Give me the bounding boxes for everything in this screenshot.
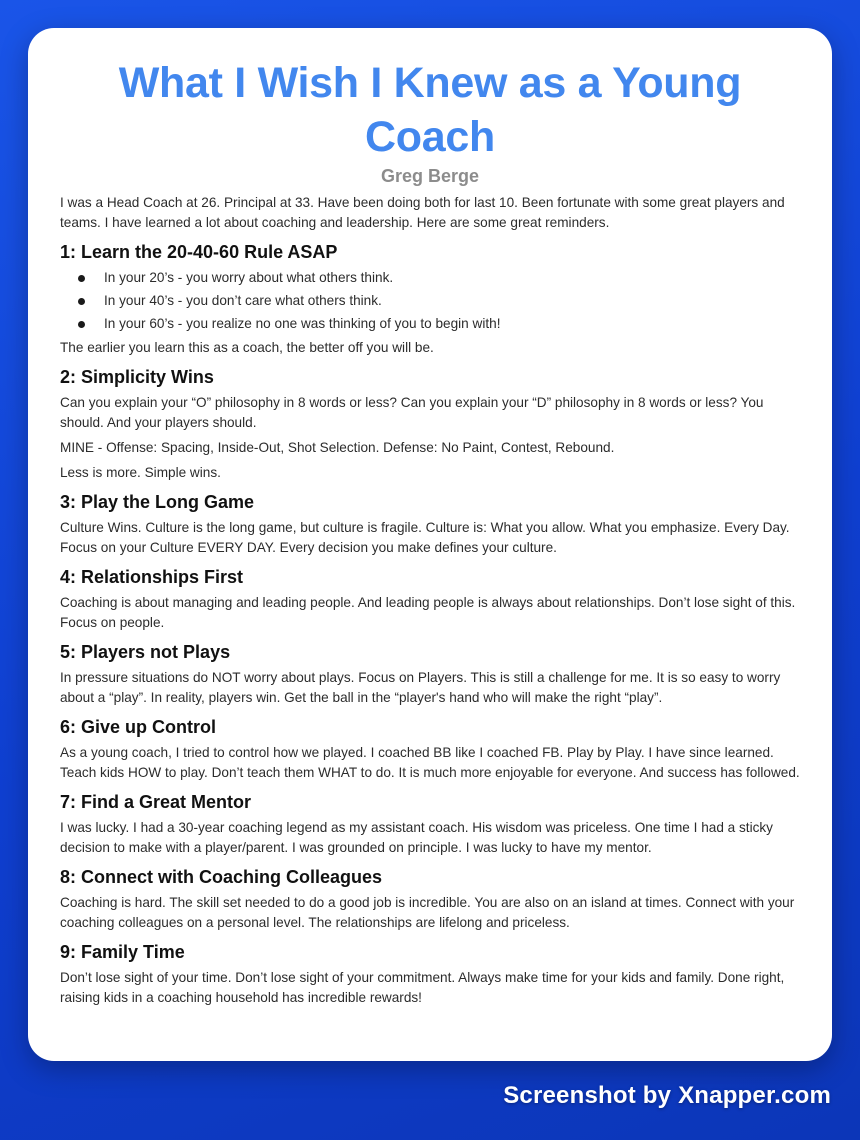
section-paragraph: Coaching is hard. The skill set needed to do a good job is incredible. You are also on an island at times. Connect with your coaching colleagues on a personal level. The relationships are lifelong and priceless. xyxy=(60,895,795,930)
watermark-text: Screenshot by Xnapper.com xyxy=(503,1082,831,1109)
bullet-item: In your 60’s - you realize no one was thinking of you to begin with! xyxy=(104,314,800,334)
section-paragraph: MINE - Offense: Spacing, Inside-Out, Shot Selection. Defense: No Paint, Contest, Rebound. xyxy=(60,440,615,455)
section-paragraph: Less is more. Simple wins. xyxy=(60,465,221,480)
section-paragraph: The earlier you learn this as a coach, the better off you will be. xyxy=(60,340,434,355)
bullet-item: In your 40’s - you don’t care what others think. xyxy=(104,291,800,311)
intro-paragraph: I was a Head Coach at 26. Principal at 33. Have been doing both for last 10. Been fortunate with some great players and teams. I have learned a lot about coaching and leadership. Here are some great reminders. xyxy=(60,195,785,230)
section-paragraph: In pressure situations do NOT worry about plays. Focus on Players. This is still a challenge for me. It is so easy to worry about a “play”. In reality, players win. Get the ball in the “player's hand who will make the right “play”. xyxy=(60,670,781,705)
section-heading: 1: Learn the 20-40-60 Rule ASAP xyxy=(60,242,338,262)
sections-container xyxy=(60,241,800,1008)
section-heading: 2: Simplicity Wins xyxy=(60,367,214,387)
section-paragraph: Coaching is about managing and leading people. And leading people is always about relationships. Don’t lose sight of this. Focus on people. xyxy=(60,595,796,630)
section-heading: 7: Find a Great Mentor xyxy=(60,792,252,812)
section-heading: 9: Family Time xyxy=(60,942,185,962)
author-name: Greg Berge xyxy=(380,166,480,186)
section-paragraph: Don’t lose sight of your time. Don’t lose sight of your commitment. Always make time for your kids and family. Done right, raising kids in a coaching household has incredible rewards! xyxy=(60,970,785,1005)
section-heading: 8: Connect with Coaching Colleagues xyxy=(60,867,383,887)
bullet-item: In your 20’s - you worry about what others think. xyxy=(104,268,800,288)
section-paragraph: Culture Wins. Culture is the long game, but culture is fragile. Culture is: What you allow. What you emphasize. Every Day. Focus on your Culture EVERY DAY. Every decision you make defines your culture. xyxy=(60,520,790,555)
bullet-list xyxy=(60,268,800,334)
section-paragraph: As a young coach, I tried to control how we played. I coached BB like I coached FB. Play by Play. I have since learned. Teach kids HOW to play. Don’t teach them WHAT to do. It is much more enjoyable for everyone. And success has followed. xyxy=(60,745,800,780)
section-heading: 4: Relationships First xyxy=(60,567,244,587)
section-heading: 6: Give up Control xyxy=(60,717,217,737)
section-heading: 3: Play the Long Game xyxy=(60,492,255,512)
section-paragraph: I was lucky. I had a 30-year coaching legend as my assistant coach. His wisdom was priceless. One time I had a sticky decision to make with a player/parent. I was grounded on principle. I was lucky to have my mentor. xyxy=(60,820,773,855)
document-card xyxy=(28,28,832,1061)
document-title: What I Wish I Knew as a Young Coach xyxy=(118,59,742,161)
section-heading: 5: Players not Plays xyxy=(60,642,231,662)
section-paragraph: Can you explain your “O” philosophy in 8 words or less? Can you explain your “D” philosophy in 8 words or less? You should. And your players should. xyxy=(60,395,764,430)
